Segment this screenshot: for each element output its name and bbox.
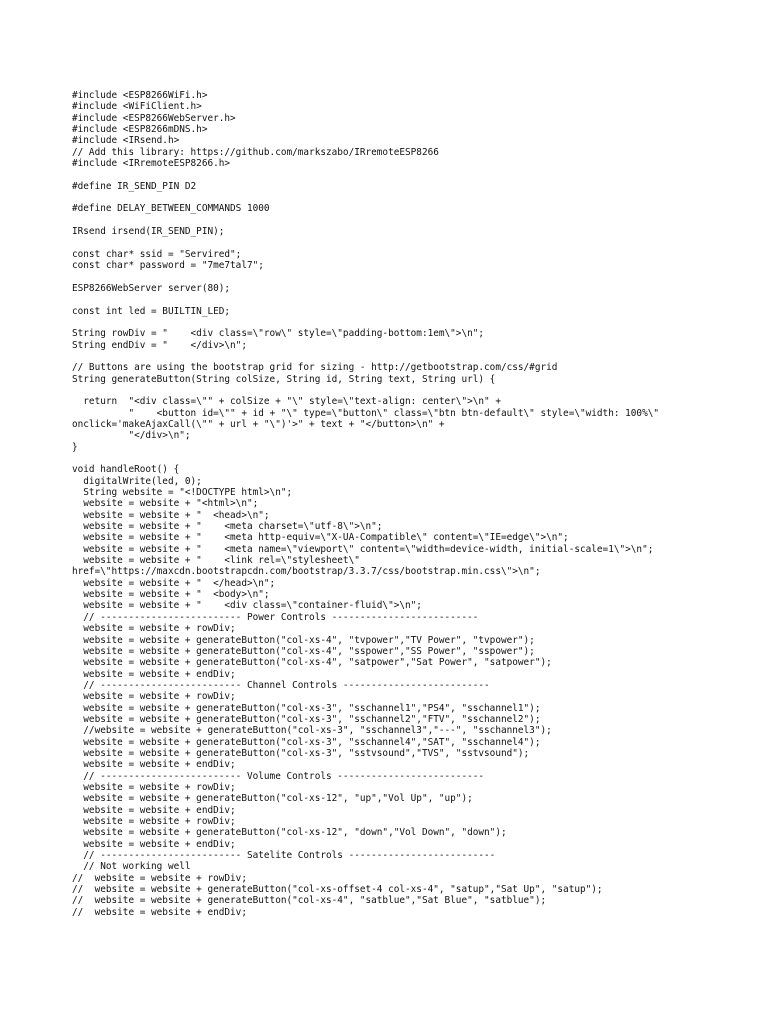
code-line: #include <WiFiClient.h> (72, 101, 202, 113)
code-line: const char* ssid = "Servired"; (72, 248, 242, 260)
code-line: // ------------------------- Channel Controls -------------------------- (72, 679, 490, 691)
code-line: void handleRoot() { (72, 464, 180, 476)
code-line: // Not working well (72, 861, 191, 873)
code-line: onclick='makeAjaxCall(\"" + url + "\")'>" + text + "</button>\n" + (72, 418, 445, 430)
code-line: website = website + endDiv; (72, 668, 236, 680)
code-line: const char* password = "7me7tal7"; (72, 260, 264, 272)
code-line: String rowDiv = " <div class=\"row\" style=\"padding-bottom:1em\">\n"; (72, 328, 485, 340)
blank-line (72, 169, 752, 180)
code-line: website = website + " <meta name=\"viewport\" content=\"width=device-width, initial-scale=1\">\n"; (72, 543, 654, 555)
code-line: website = website + rowDiv; (72, 816, 236, 827)
code-line: website = website + endDiv; (72, 838, 236, 850)
blank-line (72, 453, 752, 464)
code-line: #include <ESP8266WebServer.h> (72, 112, 236, 124)
code-line: website = website + " <body>\n"; (72, 589, 270, 601)
code-line: website = website + generateButton("col-xs-3", "sstvsound","TVS", "sstvsound"); (72, 747, 530, 759)
code-line: #define DELAY_BETWEEN_COMMANDS 1000 (72, 203, 270, 215)
code-line: website = website + generateButton("col-xs-3", "sschannel2","FTV", "sschannel2"); (72, 713, 541, 725)
code-line: } (72, 441, 78, 453)
code-line: website = website + generateButton("col-xs-4", "tvpower","TV Power", "tvpower"); (72, 634, 535, 646)
code-line: // website = website + generateButton("col-xs-4", "satblue","Sat Blue", "satblue"); (72, 895, 547, 907)
code-line: // website = website + endDiv; (72, 906, 247, 918)
code-line: #include <IRremoteESP8266.h> (72, 158, 231, 170)
code-line: // ------------------------- Power Controls -------------------------- (72, 611, 479, 623)
blank-line (72, 294, 752, 305)
code-line: #include <IRsend.h> (72, 135, 180, 147)
code-listing (72, 90, 752, 918)
code-line: // website = website + rowDiv; (72, 872, 247, 884)
blank-line (72, 215, 752, 226)
code-line: website = website + " <div class=\"container-fluid\">\n"; (72, 600, 422, 612)
code-line: website = website + " <head>\n"; (72, 509, 270, 521)
code-line: website = website + "<html>\n"; (72, 498, 259, 510)
code-line: website = website + rowDiv; (72, 781, 236, 793)
code-line: website = website + " <meta http-equiv=\"X-UA-Compatible\" content=\"IE=edge\">\n"; (72, 532, 569, 544)
code-line: String website = "<!DOCTYPE html>\n"; (72, 487, 293, 499)
code-line: website = website + endDiv; (72, 759, 236, 771)
code-line: href=\"https://maxcdn.bootstrapcdn.com/bootstrap/3.3.7/css/bootstrap.min.css\">\n"; (72, 566, 541, 578)
code-line: // ------------------------- Volume Controls -------------------------- (72, 770, 485, 782)
code-line: website = website + " <link rel=\"stylesheet\" (72, 555, 360, 567)
code-line: // Buttons are using the bootstrap grid for sizing - http://getbootstrap.com/css/#grid (72, 362, 558, 374)
code-line: return "<div class=\"" + colSize + "\" style=\"text-align: center\">\n" + (72, 396, 501, 408)
code-line: website = website + rowDiv; (72, 691, 236, 703)
code-line: website = website + generateButton("col-xs-4", "satpower","Sat Power", "satpower"); (72, 657, 552, 669)
blank-line (72, 237, 752, 248)
code-line: const int led = BUILTIN_LED; (72, 305, 231, 317)
code-line: // Add this library: https://github.com/markszabo/IRremoteESP8266 (72, 146, 439, 158)
code-line: website = website + generateButton("col-xs-12", "up","Vol Up", "up"); (72, 793, 473, 805)
blank-line (72, 192, 752, 203)
code-line: #include <ESP8266WiFi.h> (72, 90, 208, 101)
code-line: website = website + " </head>\n"; (72, 577, 276, 589)
blank-line (72, 317, 752, 328)
code-line: // ------------------------- Satelite Controls -------------------------- (72, 850, 496, 862)
code-line: " <button id=\"" + id + "\" type=\"button\" class=\"btn btn-default\" style=\"width: 100%\" (72, 407, 659, 419)
blank-line (72, 385, 752, 396)
code-line: website = website + generateButton("col-xs-3", "sschannel1","PS4", "sschannel1"); (72, 702, 541, 714)
code-line: String endDiv = " </div>\n"; (72, 339, 247, 351)
code-line: // website = website + generateButton("col-xs-offset-4 col-xs-4", "satup","Sat Up", "satup"); (72, 884, 603, 896)
code-line: ESP8266WebServer server(80); (72, 282, 231, 294)
code-line: website = website + rowDiv; (72, 623, 236, 635)
code-line: website = website + generateButton("col-xs-3", "sschannel4","SAT", "sschannel4"); (72, 736, 541, 748)
code-line: website = website + generateButton("col-xs-4", "sspower","SS Power", "sspower"); (72, 645, 535, 657)
code-line: //website = website + generateButton("col-xs-3", "sschannel3","---", "sschannel3"); (72, 725, 552, 737)
code-line: #define IR_SEND_PIN D2 (72, 180, 197, 192)
code-line: website = website + endDiv; (72, 804, 236, 816)
code-line: #include <ESP8266mDNS.h> (72, 124, 208, 136)
code-line: IRsend irsend(IR_SEND_PIN); (72, 226, 225, 238)
code-line: digitalWrite(led, 0); (72, 475, 202, 487)
code-line: website = website + " <meta charset=\"utf-8\">\n"; (72, 521, 383, 533)
code-line: "</div>\n"; (72, 430, 191, 442)
code-line: String generateButton(String colSize, String id, String text, String url) { (72, 373, 496, 385)
blank-line (72, 351, 752, 362)
code-line: website = website + generateButton("col-xs-12", "down","Vol Down", "down"); (72, 827, 507, 839)
blank-line (72, 272, 752, 283)
